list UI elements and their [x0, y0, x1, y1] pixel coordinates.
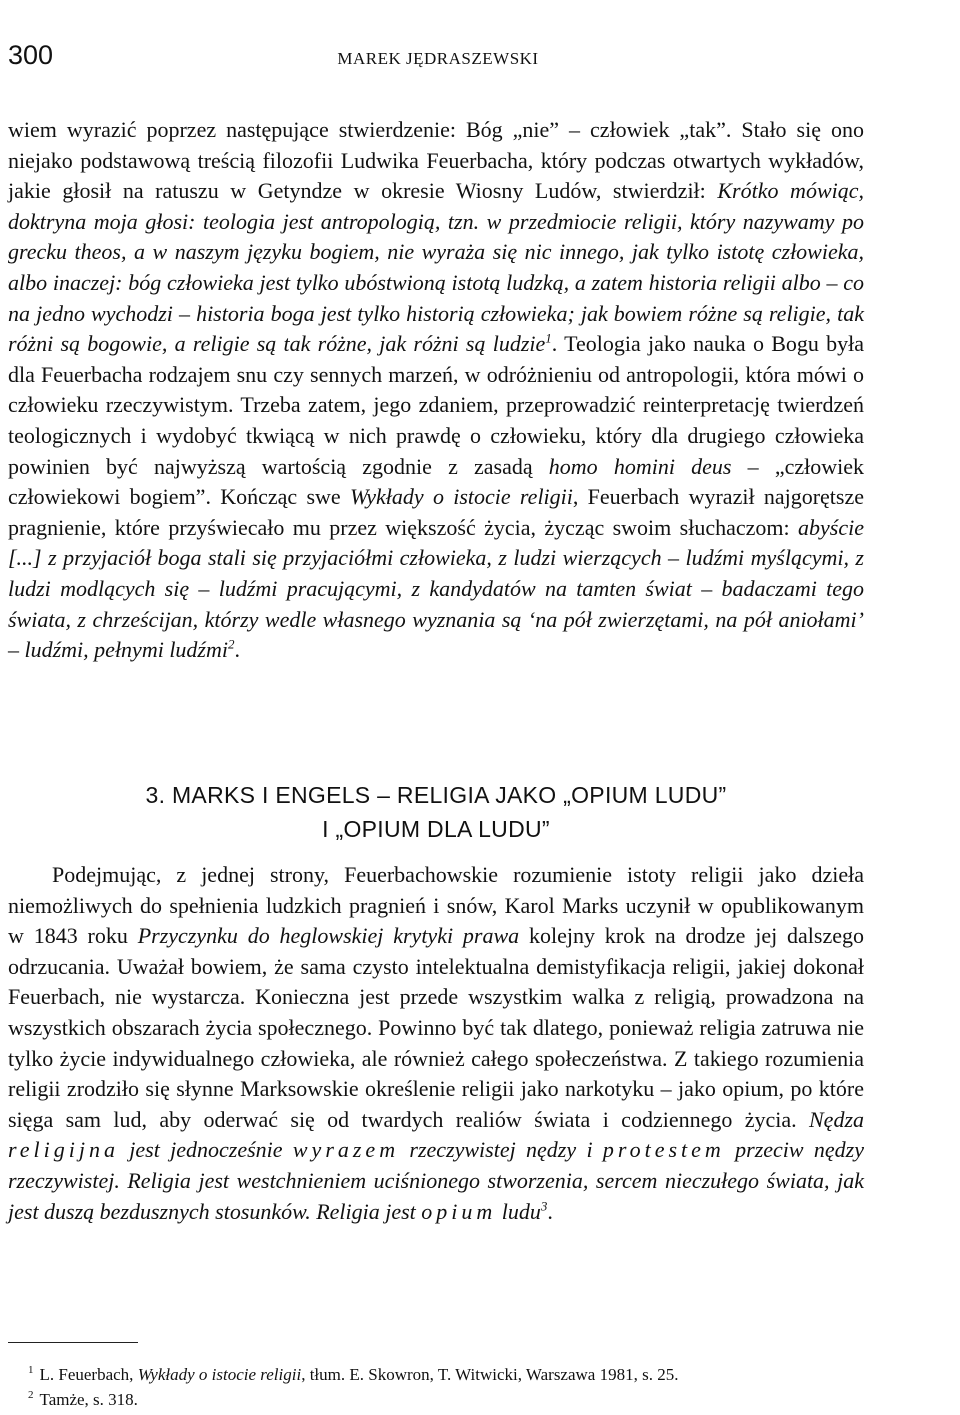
footnote-text: Tamże, s. 318.	[39, 1390, 138, 1409]
quote-run: Nędza	[809, 1106, 864, 1132]
latin-phrase: homo homini deus	[548, 453, 732, 479]
spaced-word: opium	[421, 1198, 497, 1224]
quotation: Krótko mówiąc, doktryna moja głosi: teologia jest antropologią, tzn. w przedmiocie religii, który nazywamy po grecku theos, a w naszym języku bogiem, nie wyraża się nic innego, jak tylko istotę człowieka, albo inaczej: bóg człowieka jest tylko ubóstwioną istotą ludzką, a zatem historia religii albo – co na jedno wychodzi – historia boga jest tylko historią człowieka; jak bowiem różne są religie, tak różni są bogowie, a religie są tak różne, jak różni są ludzie	[8, 178, 864, 357]
text-run: kolejny krok na drodze jej dalszego odrzucania. Uważał bowiem, że sama czysto intelektualna demistyfikacja religii, jakiej dokonał Feuerbach, nie wystarcza. Konieczna jest przede wszystkim walka z religią, prowadzona na wszystkich obszarach życia społecznego. Powinno być tak dlatego, ponieważ religia zatruwa nie tylko życie indywidualnego człowieka, ale również całego społeczeństwa. Z takiego rozumienia religii zrodziło się słynne Marksowskie określenie religii jako narkotyku – jako opium, po które sięga sam lud, aby oderwać się od twardych realiów świata i codziennego życia.	[8, 923, 864, 1132]
footnote-ref-1: 1	[545, 330, 552, 346]
paragraph-feuerbach	[8, 115, 864, 666]
text-run: – „człowiek człowiekowi bogiem”. Kończąc swe	[8, 453, 865, 510]
book-title: Przyczynku do heglowskiej krytyki prawa	[137, 923, 520, 949]
quote-run: jest jednocześnie	[118, 1137, 293, 1163]
page-number: 300	[8, 40, 54, 70]
footnote-mark: 1	[28, 1364, 34, 1377]
paragraph-marks	[8, 860, 864, 1227]
footnotes	[28, 1362, 868, 1412]
footnote-text: L. Feuerbach,	[39, 1365, 138, 1384]
text-run: , Feuerbach wyraził najgorętsze pragnienie, które przyświecało mu przez większość życia, życząc swoim słuchaczom:	[8, 484, 865, 540]
running-head: MAREK JĘDRASZEWSKI	[337, 49, 539, 68]
footnote-text: , tłum. E. Skowron, T. Witwicki, Warszawa 1981, s. 25.	[301, 1365, 679, 1384]
section-heading-line-1: 3. MARKS I ENGELS – RELIGIA JAKO „OPIUM LUDU”	[145, 782, 727, 808]
spaced-word: protestem	[602, 1137, 725, 1163]
quotation: abyście [...] z przyjaciół boga stali się przyjaciółmi człowieka, z ludzi wierzących – ludźmi myślącymi, z ludzi modlących się – ludźmi pracującymi, z kandydatów na tamten świat – badaczami tego świata, z chrześcijan, którzy wedle własnego wyznania są ‘na pół zwierzętami, na pół aniołami’ – ludźmi, pełnymi ludźmi	[8, 514, 864, 663]
text-run: .	[547, 1198, 553, 1224]
text-run: Podejmując, z jednej strony, Feuerbachowskie rozumienie istoty religii jako dzieła niemożliwych do spełnienia ludzkich pragnień i snów, Karol Marks uczynił w opublikowanym w 1843 roku	[8, 862, 864, 949]
section-heading-line-2: I „OPIUM DLA LUDU”	[322, 816, 550, 842]
page-header	[8, 40, 868, 80]
footnote-title: Wykłady o istocie religii	[137, 1365, 302, 1384]
text-run: . Teologia jako nauka o Bogu była dla Feuerbacha rodzajem snu czy sennych marzeń, w odróżnieniu od antropologii, która mówi o człowieku rzeczywistym. Trzeba zatem, jego zdaniem, przeprowadzić reinterpretację twierdzeń teologicznych i wydobyć tkwiącą w nich prawdę o człowieku, który dla drugiego człowieka powinien być najwyższą wartością zgodnie z zasadą	[8, 331, 865, 479]
book-title: Wykłady o istocie religii	[349, 484, 573, 510]
section-heading	[8, 778, 864, 846]
footnote-mark: 2	[28, 1389, 34, 1402]
footnote-ref-3: 3	[540, 1198, 548, 1214]
text-run: .	[234, 637, 240, 663]
quote-run: przeciw nędzy rzeczywistej. Religia jest westchnieniem uciśnionego stworzenia, sercem nieczułego świata, jak jest duszą bezdusznych stosunków. Religia jest	[8, 1137, 864, 1224]
footnote-separator	[8, 1342, 138, 1343]
footnote-2	[28, 1387, 868, 1412]
quote-run: ludu	[496, 1198, 541, 1224]
spaced-word: religijna	[8, 1137, 119, 1163]
spaced-word: wyrazem	[292, 1137, 400, 1163]
text-run: wiem wyrazić poprzez następujące stwierdzenie: Bóg „nie” – człowiek „tak”. Stało się ono niejako podstawową treścią filozofii Ludwika Feuerbacha, który podczas otwartych wykładów, jakie głosił na ratuszu w Getyndze w okresie Wiosny Ludów, stwierdził:	[8, 117, 864, 204]
footnote-ref-2: 2	[228, 636, 235, 652]
quote-run: rzeczywistej nędzy i	[399, 1137, 603, 1163]
footnote-1	[28, 1362, 868, 1387]
